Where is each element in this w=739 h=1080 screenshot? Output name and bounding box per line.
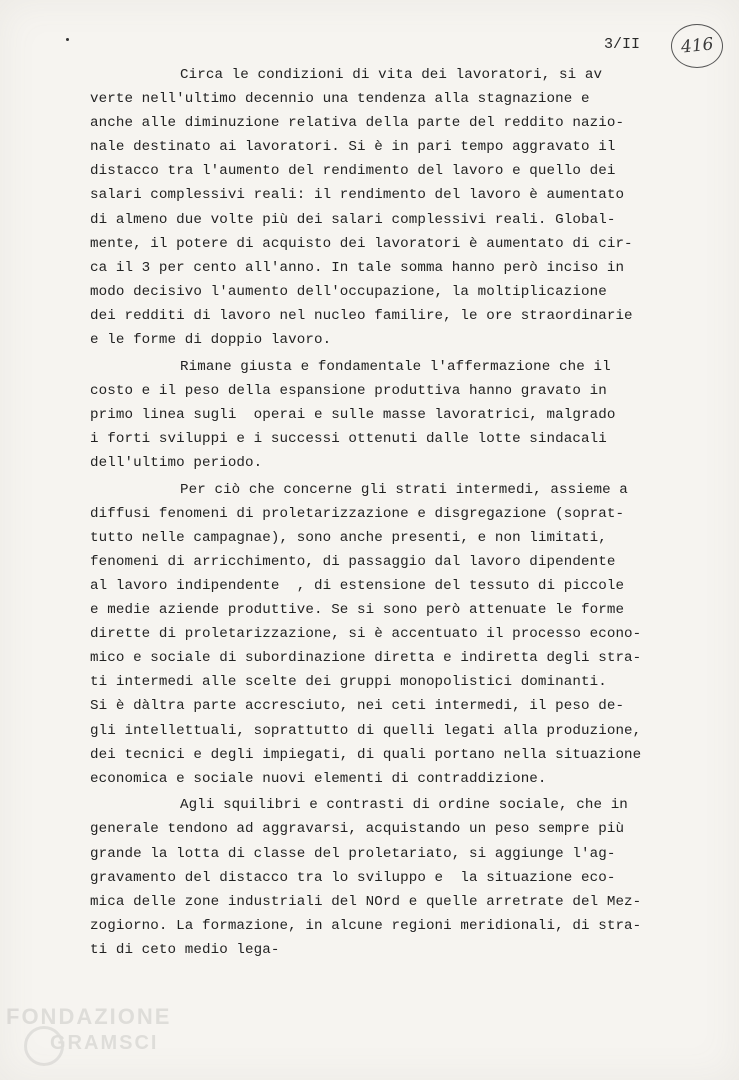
text-line: gli intellettuali, soprattutto di quelli legati alla produzione, xyxy=(90,722,642,739)
text-line: di almeno due volte più dei salari complessivi reali. Global- xyxy=(90,211,616,228)
text-line: dirette di proletarizzazione, si è accentuato il processo econo- xyxy=(90,626,642,643)
text-line: fenomeni di arricchimento, di passaggio dal lavoro dipendente xyxy=(90,553,616,570)
text-line: distacco tra l'aumento del rendimento del lavoro e quello dei xyxy=(90,163,616,180)
page-number: 3/II xyxy=(604,36,641,53)
watermark-line2: GRAMSCI xyxy=(50,1032,159,1054)
text-line: verte nell'ultimo decennio una tendenza alla stagnazione e xyxy=(90,91,590,108)
text-line: grande la lotta di classe del proletariato, si aggiunge l'ag- xyxy=(90,845,616,862)
text-line: ti di ceto medio lega- xyxy=(90,941,280,958)
text-line: dei tecnici e degli impiegati, di quali portano nella situazione xyxy=(90,746,642,763)
text-line: mico e sociale di subordinazione diretta e indiretta degli stra- xyxy=(90,650,642,667)
text-line: i forti sviluppi e i successi ottenuti dalle lotte sindacali xyxy=(90,430,607,447)
text-line: ca il 3 per cento all'anno. In tale somma hanno però inciso in xyxy=(90,259,625,276)
text-line: Rimane giusta e fondamentale l'affermazione che il xyxy=(180,358,611,375)
watermark-logo xyxy=(6,996,206,1076)
text-line: tutto nelle campagnae), sono anche presenti, e non limitati, xyxy=(90,529,607,546)
text-line: gravamento del distacco tra lo sviluppo e la situazione eco- xyxy=(90,869,616,886)
stamp-number: 416 xyxy=(679,34,715,58)
text-line: mente, il potere di acquisto dei lavoratori è aumentato di cir- xyxy=(90,235,633,252)
text-line: al lavoro indipendente , di estensione del tessuto di piccole xyxy=(90,577,625,594)
text-line: Agli squilibri e contrasti di ordine sociale, che in xyxy=(180,797,628,814)
text-line: Circa le condizioni di vita dei lavoratori, si av xyxy=(180,67,603,83)
text-line: generale tendono ad aggravarsi, acquistando un peso sempre più xyxy=(90,821,625,838)
text-line: salari complessivi reali: il rendimento del lavoro è aumentato xyxy=(90,187,625,204)
ink-dot xyxy=(66,38,69,41)
text-line: dei redditi di lavoro nel nucleo familire, le ore straordinarie xyxy=(90,307,633,324)
text-line: modo decisivo l'aumento dell'occupazione, la moltiplicazione xyxy=(90,283,607,300)
text-line: costo e il peso della espansione produttiva hanno gravato in xyxy=(90,382,607,399)
archive-stamp xyxy=(671,24,723,68)
text-line: nale destinato ai lavoratori. Si è in pari tempo aggravato il xyxy=(90,139,616,156)
text-line: Per ciò che concerne gli strati intermedi, assieme a xyxy=(180,481,628,498)
text-line: Si è dàltra parte accresciuto, nei ceti intermedi, il peso de- xyxy=(90,698,625,715)
typewritten-body xyxy=(90,63,690,962)
text-line: economica e sociale nuovi elementi di contraddizione. xyxy=(90,770,547,787)
text-line: mica delle zone industriali del NOrd e quelle arretrate del Mez- xyxy=(90,893,642,910)
text-line: anche alle diminuzione relativa della parte del reddito nazio- xyxy=(90,115,625,132)
watermark-line1: FONDAZIONE xyxy=(6,1004,172,1029)
text-line: primo linea sugli operai e sulle masse lavoratrici, malgrado xyxy=(90,406,616,423)
text-line: ti intermedi alle scelte dei gruppi monopolistici dominanti. xyxy=(90,674,607,691)
text-line: dell'ultimo periodo. xyxy=(90,455,263,471)
text-line: e le forme di doppio lavoro. xyxy=(90,332,332,349)
text-line: zogiorno. La formazione, in alcune regioni meridionali, di stra- xyxy=(90,917,642,934)
text-line: diffusi fenomeni di proletarizzazione e disgregazione (soprat- xyxy=(90,505,625,522)
text-line: e medie aziende produttive. Se si sono però attenuate le forme xyxy=(90,602,625,619)
